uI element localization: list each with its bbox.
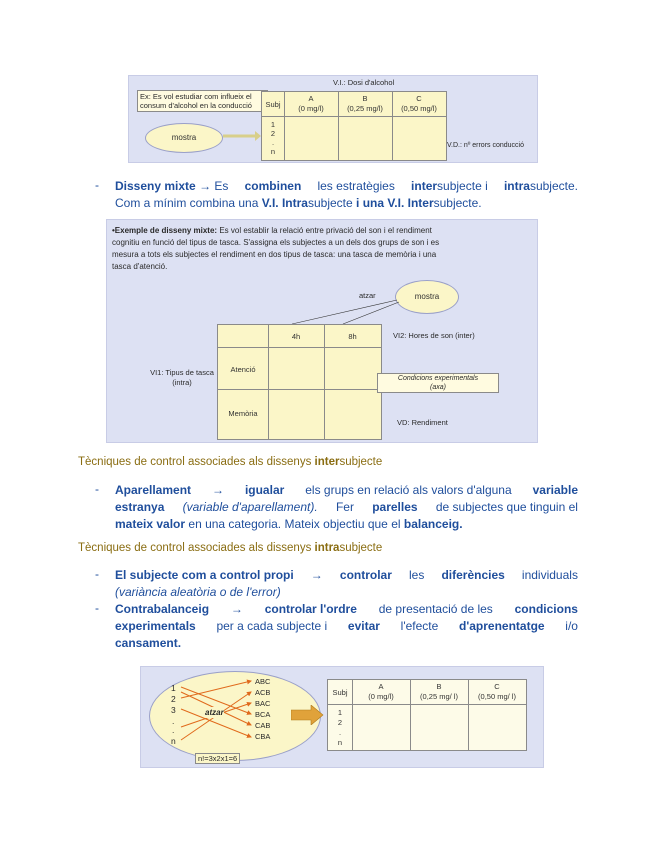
heading-intra-techniques: Tècniques de control associades als dissenys intrasubjecte (78, 542, 383, 554)
order-bac: BAC (255, 699, 271, 708)
random-label: atzar (205, 708, 224, 717)
order-acb: ACB (255, 688, 271, 697)
row-label: 1 (337, 708, 343, 717)
example-paragraph: •Exemple de disseny mixte: Es vol establir la relació entre privació del son i el rendiment cognitiu en funció del tipus de tasca. S'assigna els subjectes a un dels dos grups de son i es mesura a tots els subjectes el rendiment en dos tipus de tasca: una tasca de memòria i una tasca d'atenció. (112, 226, 440, 271)
figure-counterbalancing (140, 666, 544, 768)
figure-alcohol-design (128, 75, 538, 163)
arrow-to-table (291, 705, 325, 725)
subject-dot: . (172, 716, 175, 726)
mixed-table (217, 324, 382, 440)
vi-header: V.I.: Dosi d'alcohol (333, 78, 395, 87)
example-title: •Exemple de disseny mixte: (112, 226, 218, 235)
permutations-formula: n!=3x2x1=6 (195, 753, 240, 764)
vd-label: VD: Rendiment (397, 418, 448, 427)
row-memoria: Memòria (228, 409, 258, 418)
row-label: n (337, 738, 343, 747)
bullet-dash: - (95, 601, 99, 615)
subject-dot: . (172, 725, 175, 735)
order-abc: ABC (255, 677, 271, 686)
order-cab: CAB (255, 721, 271, 730)
arrow-to-table (221, 130, 261, 142)
figure-mixed-design (106, 219, 538, 443)
aparellament-title: Aparellament (115, 483, 192, 497)
subject-2: 2 (171, 694, 176, 704)
subj-header: Subj (265, 100, 281, 109)
col-a-dose: (0 mg/l) (298, 104, 324, 113)
bullet-dash: - (95, 567, 99, 581)
counterbalancing-title: Contrabalanceig (115, 602, 210, 616)
self-control-title: El subjecte com a control propi (115, 568, 294, 582)
row-label: 2 (270, 129, 276, 138)
col-c-letter: C (416, 94, 422, 103)
col-a-letter: A (308, 94, 314, 103)
col-a-dose: (0 mg/l) (368, 692, 394, 701)
bullet-dash: - (95, 482, 99, 496)
vi2-label: VI2: Hores de son (inter) (393, 331, 475, 340)
row-label: 1 (270, 120, 276, 129)
col-8h: 8h (348, 332, 357, 341)
col-4h: 4h (291, 332, 301, 341)
col-b-letter: B (362, 94, 368, 103)
col-c-letter: C (494, 682, 500, 691)
row-label: n (270, 147, 276, 156)
subject-3: 3 (171, 705, 176, 715)
col-c-dose: (0,50 mg/ l) (478, 692, 516, 701)
col-b-dose: (0,25 mg/ l) (420, 692, 458, 701)
row-label: . (271, 138, 275, 147)
row-label: . (338, 728, 342, 737)
col-a-letter: A (378, 682, 384, 691)
dose-table (261, 91, 447, 161)
heading-inter-techniques: Tècniques de control associades als dissenys intersubjecte (78, 456, 383, 468)
counterbalancing-text: Contrabalanceig → controlar l'ordre de presentació de les condicions experimentals per a cada subjecte i evitar l'efecte d'aprenentatge i/o cansament. (115, 602, 578, 650)
sample-oval: mostra (145, 123, 223, 153)
col-c-dose: (0,50 mg/l) (401, 104, 437, 113)
row-label: 2 (337, 718, 343, 727)
subject-n: n (171, 736, 176, 746)
conditions-box: Condicions experimentals (axa) (377, 373, 499, 393)
mixed-title: Disseny mixte (115, 179, 196, 193)
subject-1: 1 (171, 683, 176, 693)
bullet-dash: - (95, 178, 99, 192)
order-cba: CBA (255, 732, 271, 741)
col-b-dose: (0,25 mg/l) (347, 104, 383, 113)
mixed-design-text: Disseny mixte → Es combinen les estratègies intersubjecte i intrasubjecte. Com a mínim combina una V.I. Intrasubjecte i una V.I. Intersubjecte. (115, 179, 578, 210)
order-bca: BCA (255, 710, 271, 719)
self-control-text: El subjecte com a control propi → controlar les diferències individuals (variància aleatòria o de l'error) (115, 568, 578, 599)
col-b-letter: B (436, 682, 442, 691)
vi1-label: VI1: Tipus de tasca (intra) (150, 368, 214, 387)
subj-header: Subj (332, 688, 348, 697)
row-atencio: Atenció (230, 365, 256, 374)
aparellament-text: Aparellament → igualar els grups en relació als valors d'alguna variable estranya (variable d'aparellament). Fer parelles de subjectes que tinguin el mateix valor en una categoria. Mateix objectiu que el balanceig. (115, 483, 578, 531)
random-label: atzar (359, 291, 376, 300)
counterbalance-table (327, 679, 527, 751)
vd-label: V.D.: nº errors conducció (447, 142, 524, 149)
example-text: Ex: Es vol estudiar com influeix el consum d'alcohol en la conducció (137, 90, 268, 112)
sample-oval: mostra (395, 280, 459, 314)
